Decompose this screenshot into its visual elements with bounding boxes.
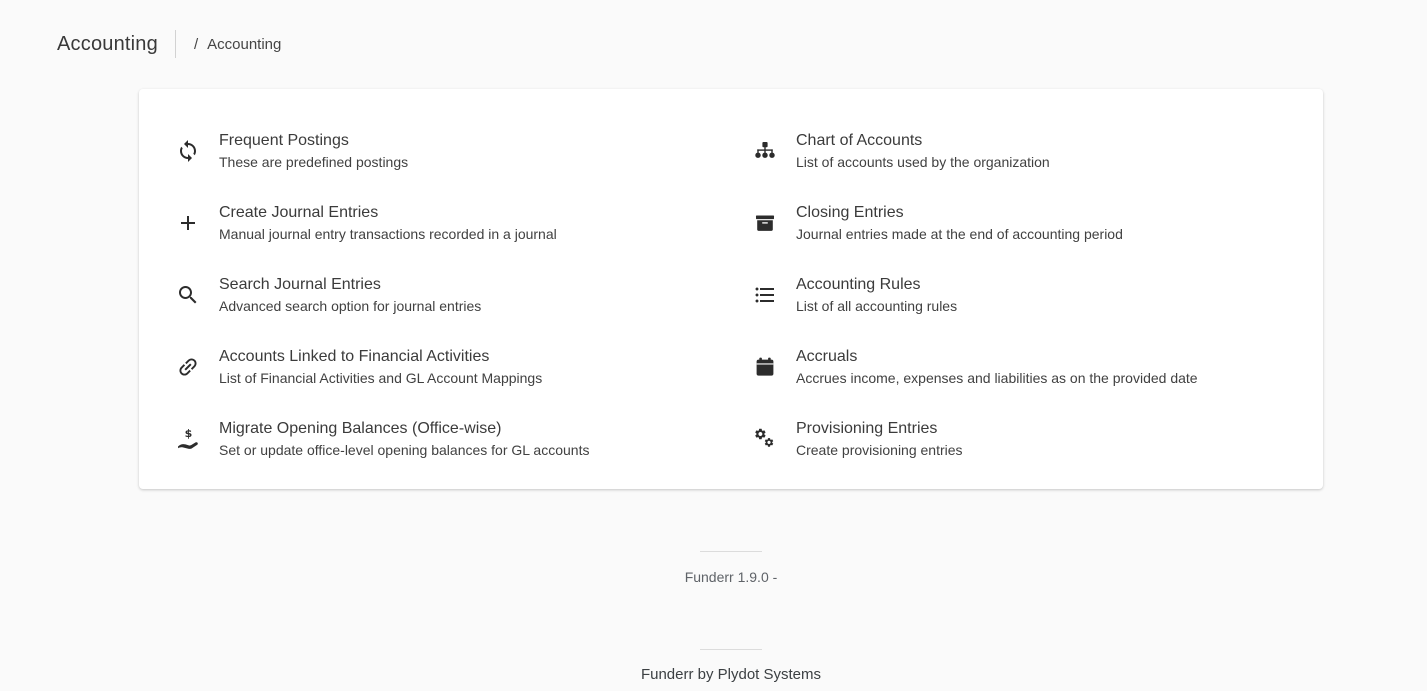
tile-description: List of all accounting rules [796, 297, 958, 314]
search-icon [176, 283, 200, 307]
tile-text [796, 346, 1198, 389]
tile-title: Migrate Opening Balances (Office-wise) [219, 419, 502, 437]
tile-text [219, 418, 589, 461]
tile-description: These are predefined postings [219, 153, 409, 170]
breadcrumb [194, 36, 281, 53]
tile-title: Provisioning Entries [796, 419, 938, 437]
tile-frequent-postings[interactable] [139, 115, 716, 187]
tile-text [796, 418, 963, 461]
page-title: Accounting [57, 32, 158, 55]
archive-icon [753, 211, 777, 235]
tile-description: List of Financial Activities and GL Account Mappings [219, 369, 543, 386]
svg-text:$: $ [184, 427, 193, 440]
tile-description: Advanced search option for journal entries [219, 297, 482, 314]
app-credit-text: Funderr by Plydot Systems [640, 666, 822, 683]
tile-search-journal-entries[interactable] [139, 259, 716, 331]
header-divider [175, 30, 176, 58]
tile-title: Search Journal Entries [219, 275, 381, 293]
gears-icon [753, 427, 777, 451]
breadcrumb-separator: / [193, 35, 199, 53]
tile-title: Accounts Linked to Financial Activities [219, 347, 490, 365]
tile-text [219, 346, 542, 389]
tile-title: Create Journal Entries [219, 203, 379, 221]
calendar-icon [753, 355, 777, 379]
tile-text [219, 130, 408, 173]
breadcrumb-current[interactable]: Accounting [207, 35, 282, 53]
tile-description: Accrues income, expenses and liabilities as on the provided date [796, 369, 1198, 386]
tile-closing-entries[interactable] [716, 187, 1323, 259]
page-footer [139, 551, 1323, 683]
tile-description: List of accounts used by the organization [796, 153, 1050, 170]
tile-description: Manual journal entry transactions recorded in a journal [219, 225, 557, 242]
tile-text [796, 202, 1123, 245]
footer-divider [700, 649, 762, 650]
footer-divider [700, 551, 762, 552]
tile-title: Frequent Postings [219, 131, 349, 149]
app-version-text: Funderr 1.9.0 - [684, 569, 778, 585]
sync-icon [176, 139, 200, 163]
sitemap-icon [753, 139, 777, 163]
menu-grid [139, 115, 1323, 475]
tile-title: Accruals [796, 347, 858, 365]
tile-title: Closing Entries [796, 203, 904, 221]
tile-title: Chart of Accounts [796, 131, 923, 149]
tile-text [219, 202, 557, 245]
tile-text [219, 274, 481, 317]
tile-accounting-rules[interactable] [716, 259, 1323, 331]
tile-text [796, 274, 957, 317]
tile-accounts-linked-financial-activities[interactable] [139, 331, 716, 403]
tile-chart-of-accounts[interactable] [716, 115, 1323, 187]
tile-description: Create provisioning entries [796, 441, 963, 458]
tile-migrate-opening-balances[interactable] [139, 403, 716, 475]
page-header [0, 0, 1427, 58]
tile-create-journal-entries[interactable] [139, 187, 716, 259]
tile-provisioning-entries[interactable] [716, 403, 1323, 475]
tile-description: Journal entries made at the end of accounting period [796, 225, 1123, 242]
hand-holding-dollar-icon [176, 427, 200, 451]
tile-title: Accounting Rules [796, 275, 921, 293]
list-icon [753, 283, 777, 307]
plus-icon [176, 211, 200, 235]
tile-description: Set or update office-level opening balances for GL accounts [219, 441, 590, 458]
tile-accruals[interactable] [716, 331, 1323, 403]
content-card [139, 89, 1323, 489]
tile-text [796, 130, 1050, 173]
link-icon [176, 355, 200, 379]
